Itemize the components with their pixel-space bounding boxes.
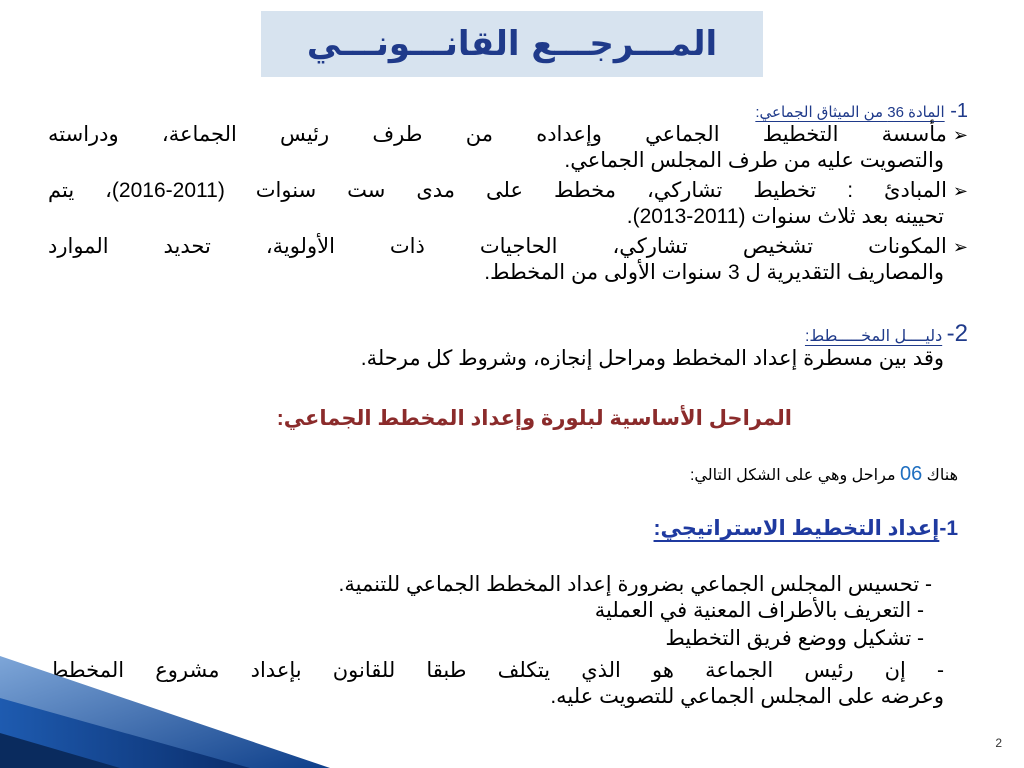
stages-count: 06	[899, 463, 923, 485]
section2-text: وقد بين مسطرة إعداد المخطط ومراحل إنجازه، وشروط كل مرحلة.	[360, 347, 944, 370]
arrow-bullet-icon: ➢	[952, 181, 969, 201]
step1-title: إعداد التخطيط الاستراتيجي:	[653, 517, 940, 540]
section1-item-3-line1: ➢المكونات تشخيص تشاركي، الحاجيات ذات الأولوية، تحديد الموارد	[48, 235, 968, 258]
step1-bullet-3: - تشكيل ووضع فريق التخطيط	[665, 627, 924, 650]
step1-bullet-2: - التعريف بالأطراف المعنية في العملية	[594, 599, 924, 622]
section1-number: 1-	[950, 100, 968, 122]
corner-decoration	[0, 638, 330, 768]
slide-title: المـــرجـــع القانـــونـــي	[306, 24, 718, 64]
page-number: 2	[995, 736, 1002, 750]
section1-item-2-line1: ➢المبادئ : تخطيط تشاركي، مخطط على مدى ست سنوات (2011-2016)، يتم	[48, 179, 969, 202]
title-banner	[261, 11, 763, 77]
arrow-bullet-icon: ➢	[952, 237, 968, 257]
step1-number: 1-	[939, 517, 958, 540]
section1-item-1-line1: ➢مأسسة التخطيط الجماعي وإعداده من طرف رئيس الجماعة، ودراسته	[48, 123, 968, 146]
arrow-bullet-icon: ➢	[952, 125, 968, 145]
step1-heading	[654, 516, 958, 541]
stages-heading: المراحل الأساسية لبلورة وإعداد المخطط الجماعي:	[276, 407, 792, 430]
section2-label: دليــــل المخـــــطط:	[804, 328, 943, 345]
section2-number: 2-	[946, 320, 968, 347]
section1-label: المادة 36 من الميثاق الجماعي:	[755, 104, 945, 121]
section1-item-1-line2: والتصويت عليه من طرف المجلس الجماعي.	[564, 149, 944, 172]
section2-heading	[805, 320, 968, 348]
step1-continuation: وعرضه على المجلس الجماعي للتصويت عليه.	[550, 685, 944, 708]
step1-bullet-1: - تحسيس المجلس الجماعي بضرورة إعداد المخطط الجماعي للتنمية.	[338, 573, 932, 596]
section1-heading	[755, 100, 968, 123]
section1-item-3-line2: والمصاريف التقديرية ل 3 سنوات الأولى من المخطط.	[484, 261, 944, 284]
step1-bullet-4: - إن رئيس الجماعة هو الذي يتكلف طبقا للقانون بإعداد مشروع المخطط	[49, 659, 944, 682]
section1-item-2-line2: تحيينه بعد ثلاث سنوات (2011-2013).	[626, 205, 944, 228]
stages-intro: هناك 06 مراحل وهي على الشكل التالي:	[689, 463, 958, 485]
